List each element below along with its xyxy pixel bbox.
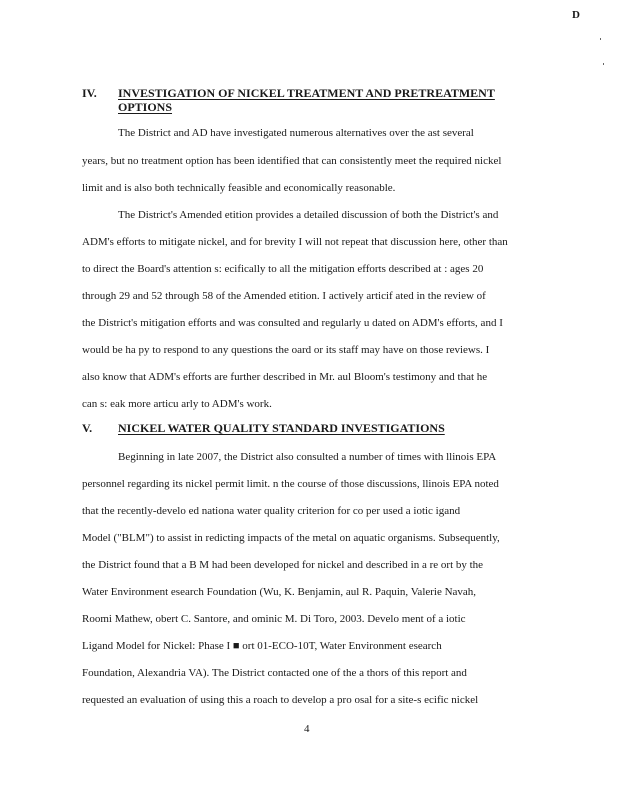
body-text-line: through 29 and 52 through 58 of the Amended etition. I actively articif ated in the review of (82, 290, 486, 302)
section-title-line: INVESTIGATION OF NICKEL TREATMENT AND PRETREATMENT (118, 86, 495, 100)
section-title-line: OPTIONS (118, 100, 173, 114)
body-text-line: Roomi Mathew, obert C. Santore, and ominic M. Di Toro, 2003. Develo ment of a iotic (82, 613, 466, 625)
body-text-line: to direct the Board's attention s: ecifically to all the mitigation efforts described at : ages 20 (82, 263, 484, 275)
body-text-line: the District's mitigation efforts and was consulted and regularly u dated on ADM's efforts, and I (82, 317, 503, 329)
body-text-line: The District's Amended etition provides a detailed discussion of both the District's and (118, 209, 499, 221)
body-text-line: personnel regarding its nickel permit limit. n the course of those discussions, llinois EPA noted (82, 478, 499, 490)
scan-speck (600, 38, 601, 40)
section-number: V. (82, 421, 93, 435)
body-text-line: ADM's efforts to mitigate nickel, and for brevity I will not repeat that discussion here, other than (82, 236, 508, 248)
body-text-line: can s: eak more articu arly to ADM's work. (82, 398, 272, 410)
body-text-line: limit and is also both technically feasible and economically reasonable. (82, 182, 396, 194)
corner-mark: D (572, 9, 580, 21)
body-text-line: Water Environment esearch Foundation (Wu, K. Benjamin, aul R. Paquin, Valerie Navah, (82, 586, 477, 598)
scan-speck (603, 63, 604, 65)
body-text-line: Model ("BLM") to assist in redicting impacts of the metal on aquatic organisms. Subsequently, (82, 532, 500, 544)
body-text-line: requested an evaluation of using this a roach to develop a pro osal for a site-s ecific nickel (82, 694, 479, 706)
body-text-line: The District and AD have investigated numerous alternatives over the ast several (118, 127, 474, 139)
page-number: 4 (304, 723, 310, 735)
body-text-line: Ligand Model for Nickel: Phase I ■ ort 01-ECO-10T, Water Environment esearch (82, 640, 442, 652)
body-text-line: also know that ADM's efforts are further described in Mr. aul Bloom's testimony and that he (82, 371, 488, 383)
body-text-line: the District found that a B M had been developed for nickel and described in a re ort by the (82, 559, 484, 571)
body-text-line: years, but no treatment option has been identified that can consistently meet the required nickel (82, 155, 502, 167)
body-text-line: that the recently-develo ed nationa water quality criterion for co per used a iotic igand (82, 505, 461, 517)
section-heading-v (82, 421, 522, 437)
body-text-line: Foundation, Alexandria VA). The District contacted one of the a thors of this report and (82, 667, 467, 679)
body-text-line: Beginning in late 2007, the District also consulted a number of times with llinois EPA (118, 451, 497, 463)
section-number: IV. (82, 86, 97, 100)
section-heading-iv (82, 86, 522, 116)
body-text-line: would be ha py to respond to any questions the oard or its staff may have on those reviews. I (82, 344, 490, 356)
section-title-line: NICKEL WATER QUALITY STANDARD INVESTIGATIONS (118, 421, 445, 435)
